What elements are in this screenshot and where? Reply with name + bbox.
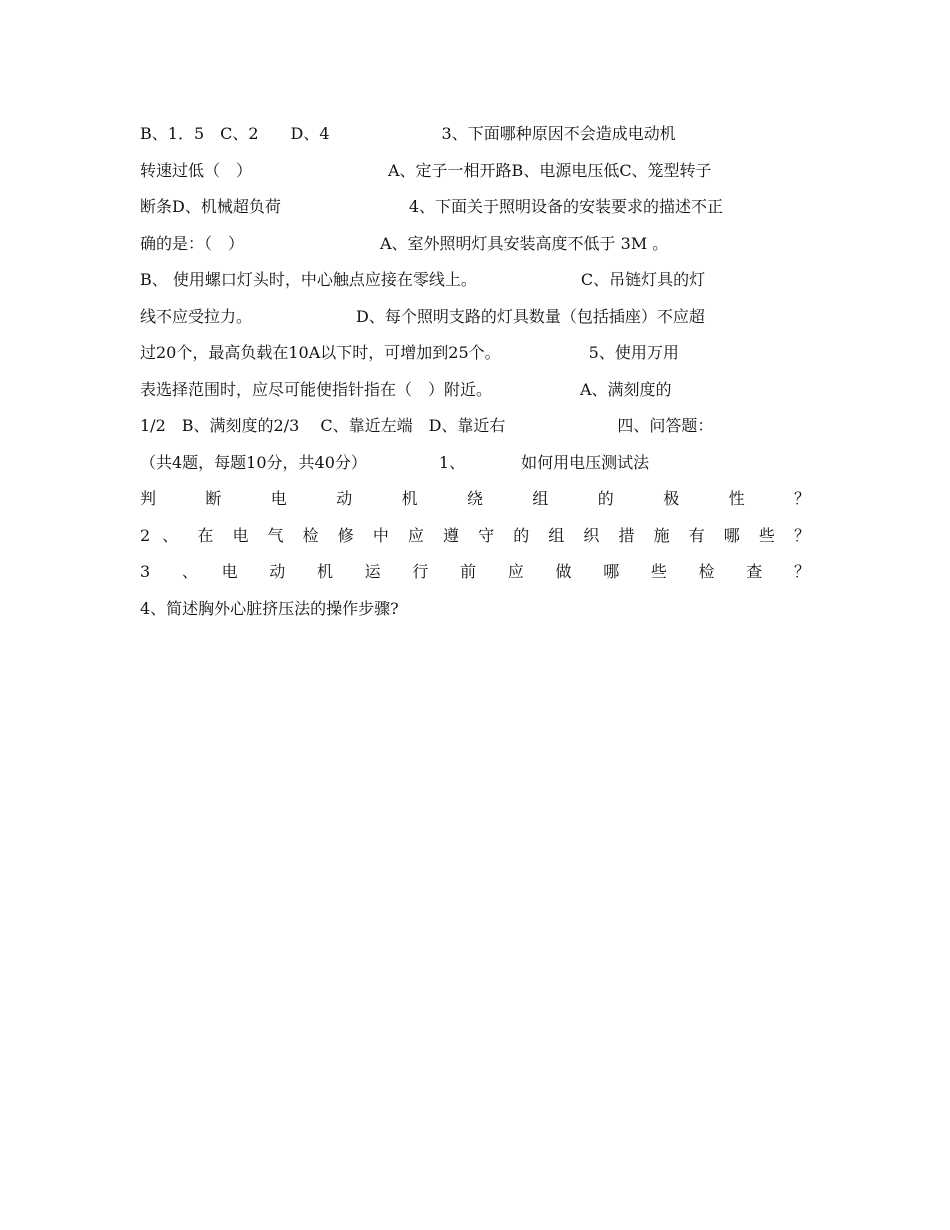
text-line: 2 、 在 电 气 检 修 中 应 遵 守 的 组 织 措 施 有 哪 些 ？ <box>140 525 810 545</box>
text-line: 转速过低（ ） A、定子一相开路B、电源电压低C、笼型转子 <box>140 160 712 180</box>
text-line: 过20个，最高负载在10A以下时，可增加到25个。 5、使用万用 <box>140 343 679 362</box>
text-line: 4、简述胸外心脏挤压法的操作步骤? <box>140 598 399 618</box>
text-line: 1/2 B、满刻度的2/3 C、靠近左端 D、靠近右 四、问答题： <box>140 416 714 435</box>
text-line: B、 使用螺口灯头时，中心触点应接在零线上。 C、吊链灯具的灯 <box>140 270 706 289</box>
text-line: 断条D、机械超负荷 4、下面关于照明设备的安装要求的描述不正 <box>140 197 724 216</box>
question-text-block <box>140 116 810 627</box>
text-line: B、1．5 C、2 D、4 3、下面哪种原因不会造成电动机 <box>140 124 676 143</box>
text-line: 表选择范围时，应尽可能使指针指在（ ）附近。 A、满刻度的 <box>140 379 672 399</box>
text-line: 3 、 电 动 机 运 行 前 应 做 哪 些 检 查 ？ <box>140 562 810 581</box>
text-line: （共4题，每题10分，共40分） 1、 如何用电压测试法 <box>140 452 650 472</box>
text-line: 线不应受拉力。 D、每个照明支路的灯具数量（包括插座）不应超 <box>140 306 705 326</box>
text-line: 确的是：（ ） A、室外照明灯具安装高度不低于 3M 。 <box>140 233 669 253</box>
text-line: 判 断 电 动 机 绕 组 的 极 性 ？ <box>140 489 810 508</box>
